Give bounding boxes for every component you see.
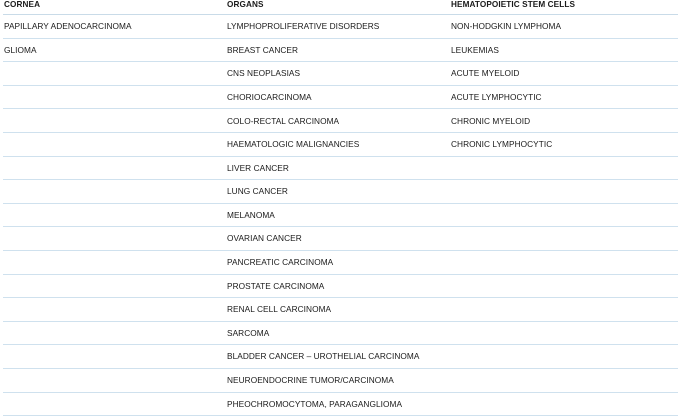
table-cell: LUNG CANCER	[226, 180, 450, 204]
table-row	[3, 392, 678, 416]
table-cell: COLO-RECTAL CARCINOMA	[226, 109, 450, 133]
table-cell: LEUKEMIAS	[450, 38, 678, 62]
table-cell: CHORIOCARCINOMA	[226, 85, 450, 109]
table-row	[3, 250, 678, 274]
table-cell	[3, 180, 226, 204]
table-cell: PHEOCHROMOCYTOMA, PARAGANGLIOMA	[226, 392, 450, 416]
table-row	[3, 156, 678, 180]
table-row	[3, 203, 678, 227]
table-cell	[450, 203, 678, 227]
table-cell	[3, 298, 226, 322]
table-cell	[3, 132, 226, 156]
column-header-organs: ORGANS	[226, 0, 450, 15]
table-cell: BREAST CANCER	[226, 38, 450, 62]
table-row	[3, 298, 678, 322]
table-cell	[3, 321, 226, 345]
table-header	[3, 0, 678, 15]
table-cell: PROSTATE CARCINOMA	[226, 274, 450, 298]
column-header-cornea: CORNEA	[3, 0, 226, 15]
table-cell: RENAL CELL CARCINOMA	[226, 298, 450, 322]
table-cell	[450, 298, 678, 322]
table-cell: OVARIAN CANCER	[226, 227, 450, 251]
table-row	[3, 132, 678, 156]
table-cell: LYMPHOPROLIFERATIVE DISORDERS	[226, 15, 450, 39]
table-cell	[450, 321, 678, 345]
table-cell: HAEMATOLOGIC MALIGNANCIES	[226, 132, 450, 156]
table-row	[3, 38, 678, 62]
table-cell	[450, 345, 678, 369]
table-cell: CNS NEOPLASIAS	[226, 62, 450, 86]
table-cell	[3, 227, 226, 251]
table-cell	[3, 274, 226, 298]
table-cell: CHRONIC LYMPHOCYTIC	[450, 132, 678, 156]
table-cell	[450, 392, 678, 416]
table-cell: GLIOMA	[3, 38, 226, 62]
table-cell: ACUTE LYMPHOCYTIC	[450, 85, 678, 109]
table-cell: LIVER CANCER	[226, 156, 450, 180]
cancer-types-table	[3, 0, 678, 416]
table-row	[3, 345, 678, 369]
table-cell	[450, 227, 678, 251]
table-cell: BLADDER CANCER – UROTHELIAL CARCINOMA	[226, 345, 450, 369]
column-header-hematopoietic-stem-cells: HEMATOPOIETIC STEM CELLS	[450, 0, 678, 15]
table-row	[3, 15, 678, 39]
table-cell	[3, 203, 226, 227]
table-cell	[450, 156, 678, 180]
table-body	[3, 15, 678, 416]
table-row	[3, 368, 678, 392]
table-cell	[3, 62, 226, 86]
table-row	[3, 109, 678, 133]
table-row	[3, 180, 678, 204]
table-cell	[3, 250, 226, 274]
table-cell	[450, 250, 678, 274]
table-cell: PAPILLARY ADENOCARCINOMA	[3, 15, 226, 39]
table-cell	[450, 180, 678, 204]
table-cell	[3, 156, 226, 180]
table-row	[3, 274, 678, 298]
table-row	[3, 321, 678, 345]
table-cell	[3, 85, 226, 109]
table-cell	[450, 274, 678, 298]
table-cell	[3, 109, 226, 133]
table-row	[3, 227, 678, 251]
table-cell: SARCOMA	[226, 321, 450, 345]
table-cell: NEUROENDOCRINE TUMOR/CARCINOMA	[226, 368, 450, 392]
table-row	[3, 85, 678, 109]
table-cell: MELANOMA	[226, 203, 450, 227]
table-cell: PANCREATIC CARCINOMA	[226, 250, 450, 274]
table-cell	[3, 345, 226, 369]
table-cell	[450, 368, 678, 392]
table-cell: ACUTE MYELOID	[450, 62, 678, 86]
table-cell: NON-HODGKIN LYMPHOMA	[450, 15, 678, 39]
table-row	[3, 62, 678, 86]
table-cell	[3, 368, 226, 392]
table-cell	[3, 392, 226, 416]
table-cell: CHRONIC MYELOID	[450, 109, 678, 133]
header-row	[3, 0, 678, 15]
